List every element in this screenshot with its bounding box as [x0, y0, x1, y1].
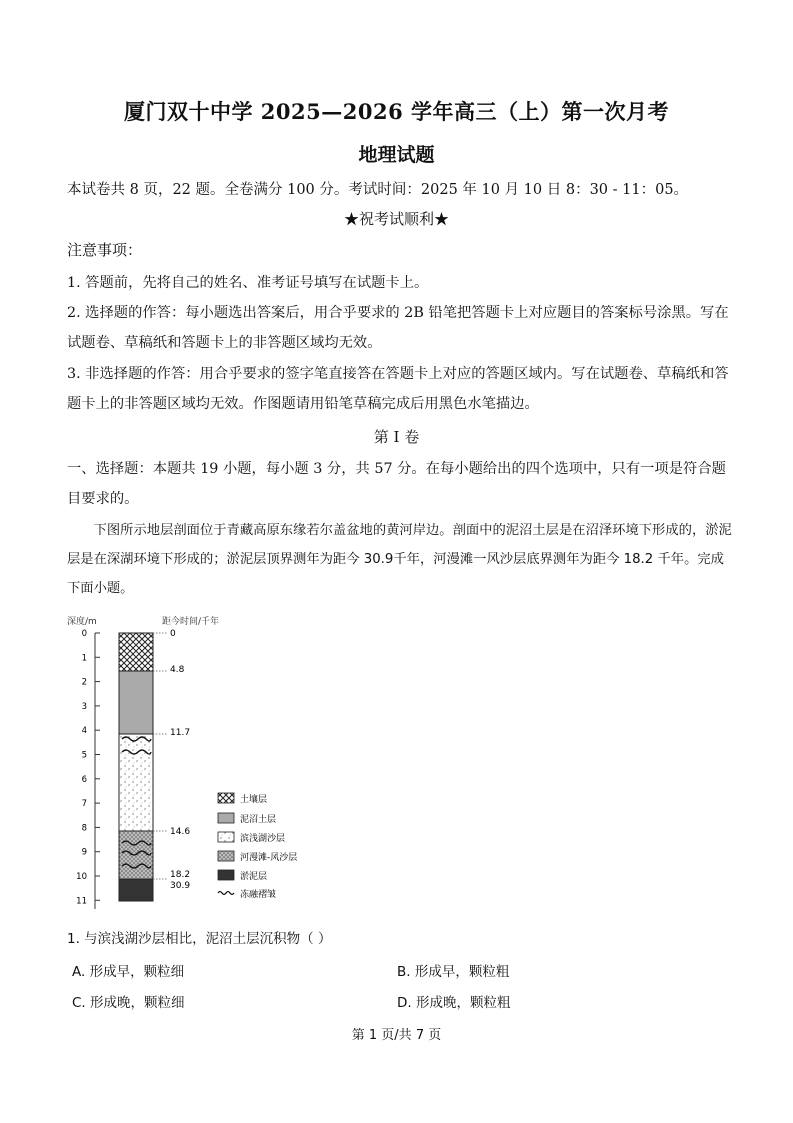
- depth-tick-label: 9: [81, 847, 87, 858]
- option-b[interactable]: B. 形成早，颗粒粗: [397, 964, 510, 980]
- legend-label: 冻融褶皱: [240, 890, 277, 900]
- age-mark: 0: [170, 629, 176, 639]
- layer-silt: [119, 879, 153, 901]
- depth-tick-label: 11: [76, 896, 87, 907]
- notice-heading: 注意事项：: [67, 241, 143, 259]
- section-label: 第 I 卷: [373, 428, 420, 446]
- depth-tick-label: 5: [81, 750, 87, 761]
- age-axis-label: 距今时间/千年: [162, 617, 220, 627]
- legend-swatch-fold: [218, 892, 234, 895]
- depth-tick-label: 2: [81, 677, 87, 688]
- age-mark: 18.2: [170, 870, 191, 880]
- depth-tick-label: 7: [81, 799, 87, 810]
- legend-label: 泥沼土层: [240, 815, 277, 825]
- depth-axis-label: 深度/m: [67, 617, 97, 627]
- legend-swatch-lake-sand: [218, 832, 234, 842]
- layer-lake-sand: [119, 734, 153, 831]
- section-instruction: 一、选择题：本题共 19 小题，每小题 3 分，共 57 分。在每小题给出的四个选项中，只有一项是符合题目要求的。: [67, 461, 726, 507]
- stratigraphic-column-figure: [67, 612, 327, 917]
- legend-label: 土壤层: [240, 795, 268, 805]
- notice-item-3: 3. 非选择题的作答：用合乎要求的签字笔直接答在答题卡上对应的答题区域内。写在试题卷、草稿纸和答题卡上的非答题区域均无效。作图题请用铅笔草稿完成后用黑色水笔描边。: [67, 366, 729, 412]
- material-text: 下图所示地层剖面位于青藏高原东缘若尔盖盆地的黄河岸边。剖面中的泥沼土层是在沼泽环境下形成的，淤泥层是在深湖环境下形成的；淤泥层顶界测年为距今 30.9千年，河漫滩一风沙层底界测年为距今 18.2 千年。完成下面小题。: [67, 523, 732, 596]
- page-footer: 第 1 页/共 7 页: [351, 1028, 442, 1043]
- depth-tick-label: 6: [81, 774, 87, 785]
- exam-subject: 地理试题: [358, 144, 435, 166]
- age-guides: [153, 633, 167, 879]
- notice-item-2: 2. 选择题的作答：每小题选出答案后，用合乎要求的 2B 铅笔把答题卡上对应题目的答案标号涂黑。写在试题卷、草稿纸和答题卡上的非答题区域均无效。: [67, 305, 729, 351]
- legend-swatch-silt: [218, 870, 234, 880]
- option-a[interactable]: A. 形成早，颗粒细: [72, 964, 185, 980]
- layer-soil: [119, 633, 153, 671]
- option-d[interactable]: D. 形成晚，颗粒粗: [397, 995, 511, 1011]
- exam-wish: ★祝考试顺利★: [343, 210, 449, 228]
- depth-tick-label: 0: [81, 629, 87, 639]
- legend-swatch-floodplain: [218, 851, 234, 861]
- depth-tick-label: 3: [81, 701, 87, 712]
- legend-swatch-soil: [218, 793, 234, 803]
- legend-label: 滨浅湖沙层: [240, 834, 286, 844]
- age-mark: 30.9: [170, 881, 191, 891]
- age-mark: 14.6: [170, 827, 191, 837]
- age-mark: 11.7: [170, 728, 191, 738]
- legend: [218, 793, 297, 900]
- depth-tick-label: 8: [81, 823, 87, 834]
- option-c[interactable]: C. 形成晚，颗粒细: [72, 995, 185, 1011]
- legend-label: 淤泥层: [240, 872, 268, 882]
- depth-tick-label: 10: [76, 872, 87, 882]
- legend-label: 河漫滩-风沙层: [240, 853, 298, 863]
- exam-info: 本试卷共 8 页，22 题。全卷满分 100 分。考试时间：2025 年 10 月 10 日 8：30 - 11：05。: [67, 182, 689, 198]
- notice-item-1: 1. 答题前，先将自己的姓名、准考证号填写在试题卡上。: [67, 275, 429, 291]
- layer-marsh: [119, 671, 153, 734]
- depth-tick-label: 1: [81, 653, 87, 664]
- depth-ticks: [76, 629, 100, 906]
- depth-tick-label: 4: [81, 726, 87, 737]
- exam-title: 厦门双十中学 2025—2026 学年高三（上）第一次月考: [123, 99, 669, 124]
- question-1-stem: 1. 与滨浅湖沙层相比，泥沼土层沉积物（ ）: [67, 931, 332, 947]
- legend-swatch-marsh: [218, 813, 234, 823]
- age-mark: 4.8: [170, 665, 185, 675]
